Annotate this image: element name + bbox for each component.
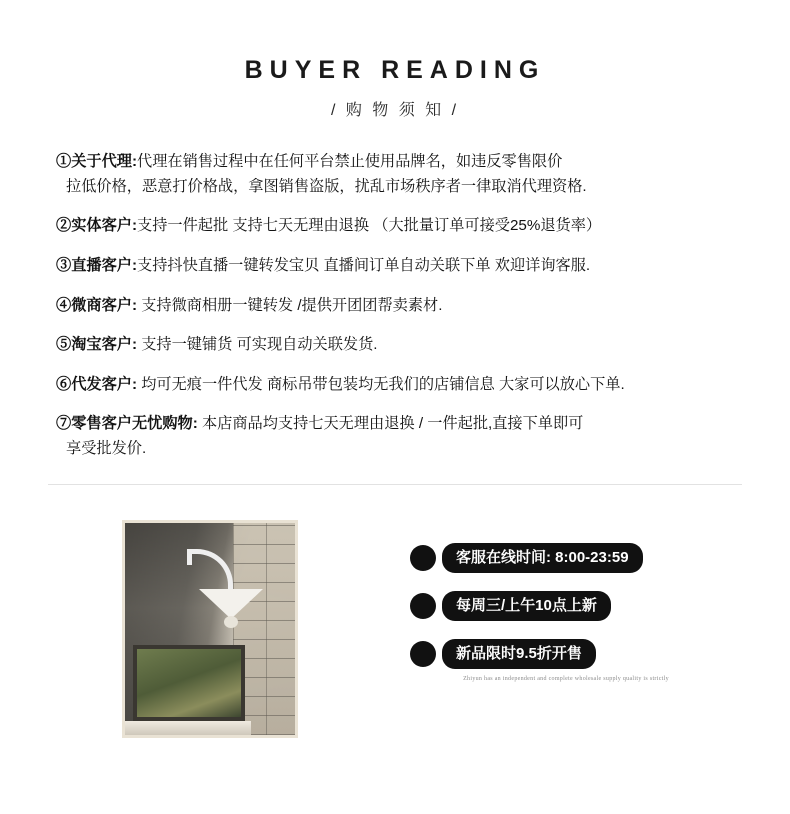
- info-pill-row: [410, 543, 710, 573]
- term-lead: ⑦零售客户无忧购物:: [56, 415, 198, 433]
- fineprint-text: Zhiyun has an independent and complete wholesale supply quality is strictly: [463, 675, 669, 682]
- info-pill-row: [410, 591, 710, 621]
- lower-section: [0, 511, 790, 761]
- term-item: [56, 333, 732, 358]
- pill-label: 每周三/上午10点上新: [442, 591, 611, 621]
- term-item: [56, 150, 732, 199]
- page-header: [0, 0, 790, 120]
- term-lead: ①关于代理:: [56, 153, 137, 170]
- info-pill-row: [410, 639, 710, 669]
- term-lead: ③直播客户:: [56, 256, 137, 274]
- page-title: BUYER READING: [244, 56, 546, 84]
- lamp-bulb-icon: [224, 616, 238, 628]
- pill-label: 新品限时9.5折开售: [442, 639, 596, 669]
- pill-label: 客服在线时间: 8:00-23:59: [442, 543, 643, 573]
- term-continuation: 享受批发价.: [66, 440, 147, 457]
- bullet-dot-icon: [410, 593, 436, 619]
- lamp-shade-icon: [199, 589, 263, 619]
- lamp-arm: [189, 549, 233, 591]
- term-item: [56, 373, 732, 398]
- term-lead: ④微商客户:: [56, 296, 137, 314]
- page-subtitle: / 购 物 须 知 /: [330, 102, 460, 119]
- term-lead: ⑥代发客户:: [56, 375, 137, 393]
- terms-list: [0, 150, 790, 462]
- section-divider: [48, 484, 742, 485]
- term-item: [56, 294, 732, 319]
- term-lead: ⑤淘宝客户:: [56, 336, 137, 354]
- term-body: 支持抖快直播一键转发宝贝 直播间订单自动关联下单 欢迎详询客服.: [137, 256, 591, 274]
- bullet-dot-icon: [410, 641, 436, 667]
- product-photo: [122, 520, 298, 738]
- photo-scene: [125, 523, 295, 735]
- term-body: 代理在销售过程中在任何平台禁止使用品牌名，如违反零售限价: [137, 153, 563, 170]
- framed-picture: [133, 645, 245, 721]
- bullet-dot-icon: [410, 545, 436, 571]
- window-sill: [125, 721, 251, 735]
- info-pill-list: [410, 543, 710, 687]
- term-body: 均可无痕一件代发 商标吊带包装均无我们的店铺信息 大家可以放心下单.: [137, 375, 625, 393]
- term-lead: ②实体客户:: [56, 217, 137, 235]
- term-item: [56, 412, 732, 461]
- term-item: [56, 254, 732, 279]
- term-body: 本店商品均支持七天无理由退换 / 一件起批,直接下单即可: [197, 415, 584, 433]
- term-body: 支持一件起批 支持七天无理由退换 （大批量订单可接受25%退货率）: [137, 217, 602, 235]
- term-continuation: 拉低价格，恶意打价格战，拿图销售盗版，扰乱市场秩序者一律取消代理资格.: [66, 177, 587, 195]
- term-item: [56, 214, 732, 239]
- term-body: 支持一键铺货 可实现自动关联发货.: [137, 336, 378, 354]
- term-body: 支持微商相册一键转发 /提供开团团帮卖素材.: [137, 296, 443, 314]
